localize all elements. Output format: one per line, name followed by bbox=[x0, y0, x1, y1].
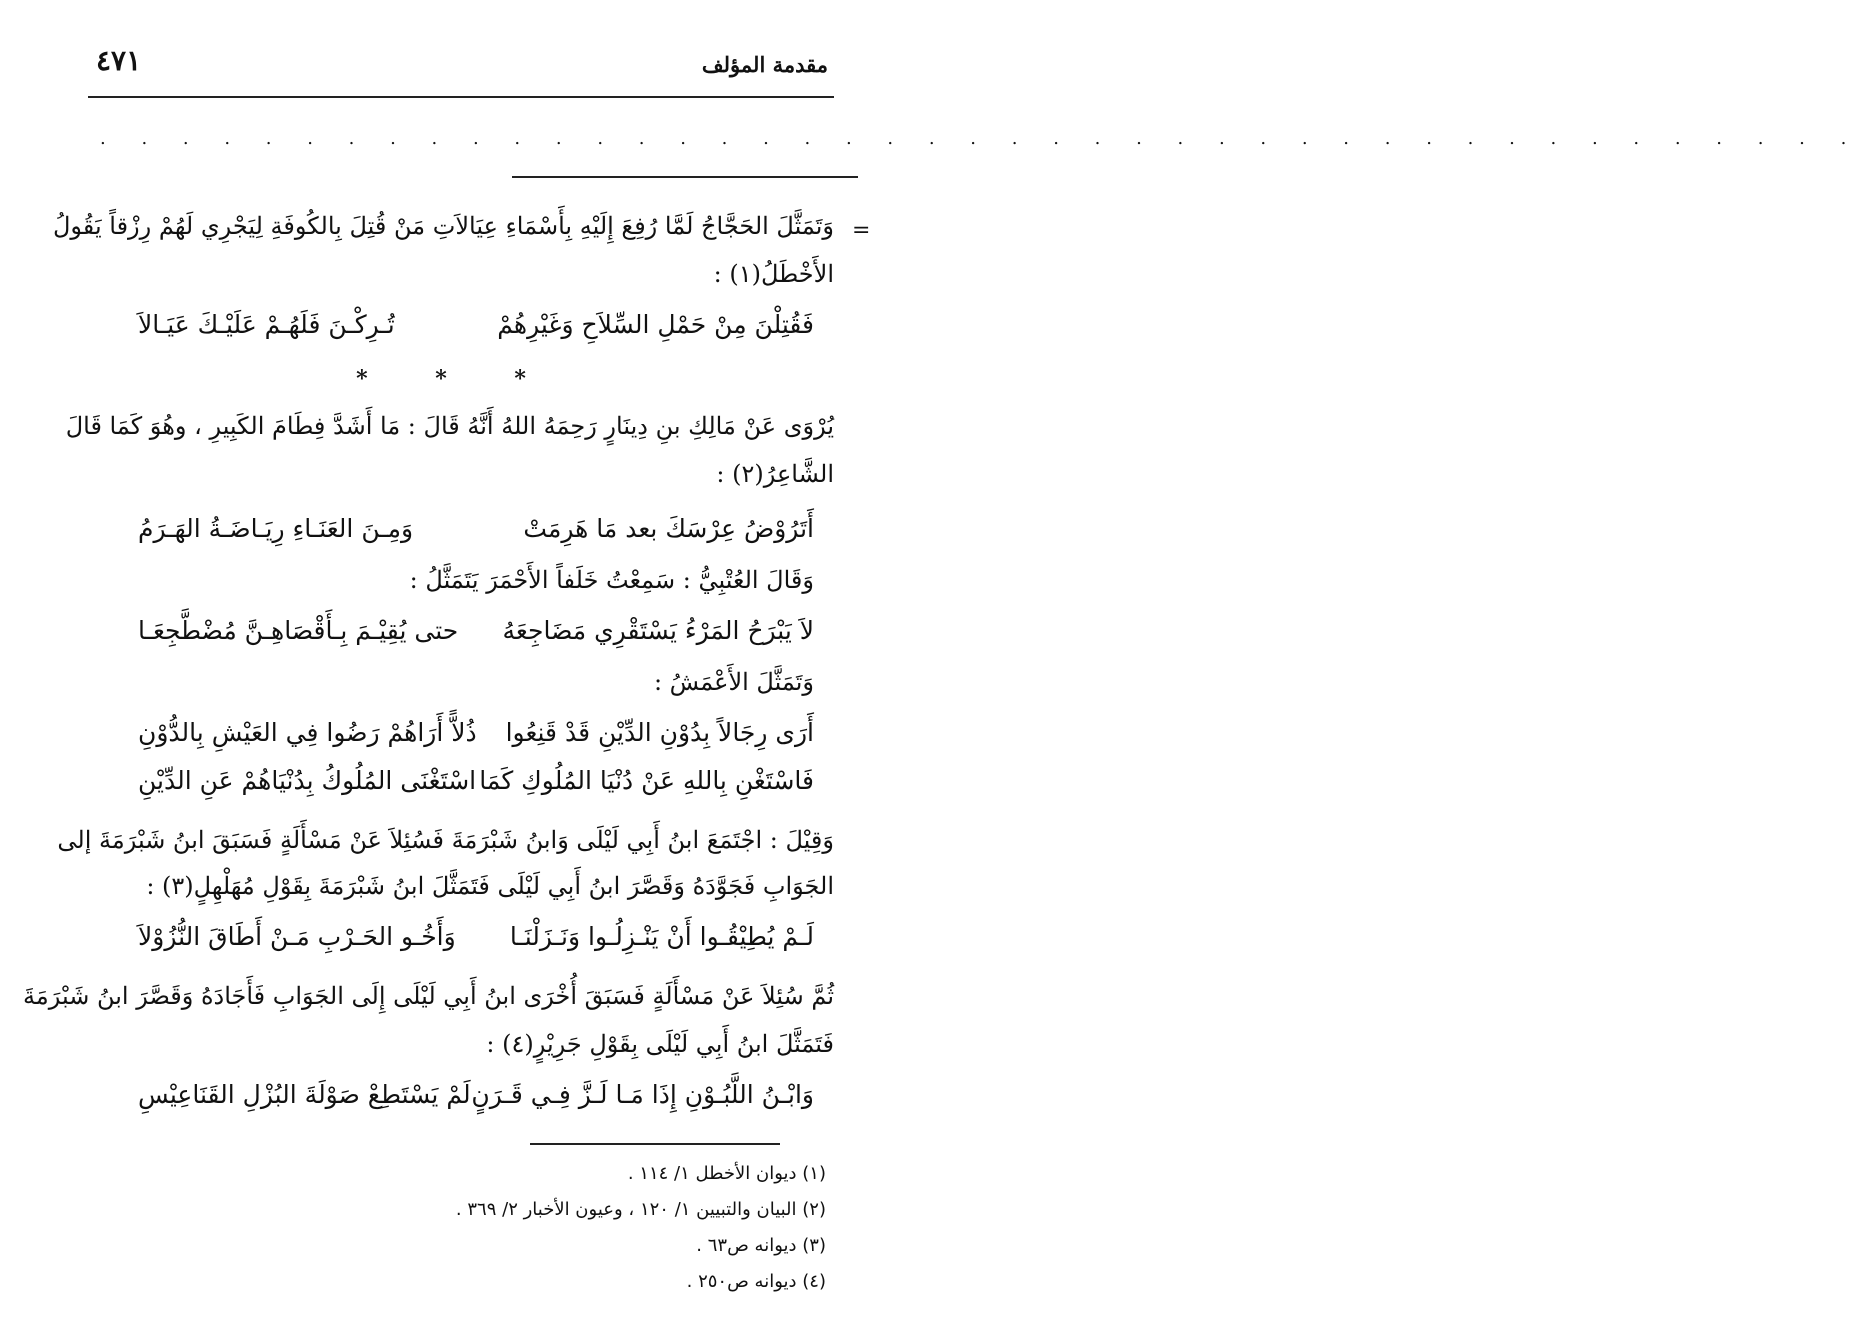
running-header-title: مقدمة المؤلف bbox=[701, 52, 828, 77]
verse-line bbox=[88, 922, 834, 962]
verse-first-hemistich: لاَ يَبْرَحُ المَرْءُ يَسْتَقْرِي مَضَاجِعَهُ bbox=[502, 616, 814, 645]
verse-second-hemistich: تُـرِكْـنَ فَلَهُـمْ عَلَيْـكَ عَيَـالاَ bbox=[138, 310, 395, 339]
section-divider-stars: * * * bbox=[356, 366, 556, 392]
verse-second-hemistich: اسْتَغْنَى المُلُوكُ بِدُنْيَاهُمْ عَنِ الدِّيْنِ bbox=[138, 766, 477, 795]
paragraph-line: وَقَالَ العُتْبِيُّ : سَمِعْتُ خَلَفاً الأَحْمَرَ يَتَمَثَّلُ : bbox=[409, 566, 814, 594]
verse-first-hemistich: أَتَرُوْضُ عِرْسَكَ بعد مَا هَرِمَتْ bbox=[523, 514, 814, 543]
footnote-continuation-rule bbox=[512, 176, 858, 178]
header-rule bbox=[88, 96, 834, 98]
verse-line bbox=[88, 1080, 834, 1120]
paragraph-line: فَتَمَثَّلَ ابنُ أَبِي لَيْلَى بِقَوْلِ جَرِيْرٍ(٤) : bbox=[486, 1030, 834, 1058]
verse-line bbox=[88, 616, 834, 656]
verse-line bbox=[88, 310, 834, 350]
paragraph-line: الجَوَابِ فَجَوَّدَهُ وَقَصَّرَ ابنُ أَبِي لَيْلَى فَتَمَثَّلَ ابنُ شَبْرَمَةَ بِقَوْلِ مُهَلْهِلٍ(٣) : bbox=[146, 872, 834, 900]
verse-line bbox=[88, 718, 834, 758]
footnote: (٣) ديوانه ص٦٣ . bbox=[696, 1235, 826, 1256]
paragraph-line: وَقِيْلَ : اجْتَمَعَ ابنُ أَبِي لَيْلَى وَابنُ شَبْرَمَةَ فَسُئِلاَ عَنْ مَسْأَلَةٍ فَسَبَقَ ابنُ شَبْرَمَةَ إلى bbox=[57, 826, 834, 854]
paragraph-line: ثُمَّ سُئِلاَ عَنْ مَسْأَلَةٍ فَسَبَقَ أُخْرَى ابنُ أَبِي لَيْلَى إِلَى الجَوَابِ فَأَجَادَهُ وَقَصَّرَ ابنُ شَبْرَمَةَ bbox=[23, 982, 834, 1010]
verse-first-hemistich: فَقُتِلْنَ مِنْ حَمْلِ السِّلاَحِ وَغَيْرِهُمْ bbox=[497, 310, 814, 339]
paragraph-line: الأَخْطَلُ(١) : bbox=[713, 260, 834, 288]
verse-second-hemistich: وَمِـنَ العَنَـاءِ رِيَـاضَـةُ الهَـرَمُ bbox=[138, 514, 414, 543]
verse-second-hemistich: ذُلاًّ أَرَاهُمْ رَضُوا فِي العَيْشِ بِالدُّوْنِ bbox=[138, 718, 477, 747]
footnote: (١) ديوان الأخطل ١/ ١١٤ . bbox=[627, 1163, 826, 1184]
footnote: (٢) البيان والتبيين ١/ ١٢٠ ، وعيون الأخبار ٢/ ٣٦٩ . bbox=[455, 1199, 826, 1220]
paragraph-line: وَتَمَثَّلَ الأَعْمَشُ : bbox=[653, 668, 814, 696]
paragraph-line: وَتَمَثَّلَ الحَجَّاجُ لَمَّا رُفِعَ إِلَيْهِ بِأَسْمَاءِ عِيَالاَتِ مَنْ قُتِلَ بِالكُوفَةِ لِيَجْرِي لَهُمْ رِزْقاً يَقُولُ bbox=[52, 212, 834, 240]
page-number: ٤٧١ bbox=[96, 44, 142, 77]
verse-second-hemistich: وَأَخُـو الحَـرْبِ مَـنْ أَطَاقَ النُّزُوْلاَ bbox=[138, 922, 456, 951]
verse-first-hemistich: وَابْـنُ اللَّبُـوْنِ إِذَا مَـا لَـزَّ فِـي قَـرَنٍ bbox=[471, 1080, 814, 1109]
verse-line bbox=[88, 514, 834, 554]
paragraph-line: الشَّاعِرُ(٢) : bbox=[716, 460, 834, 488]
verse-second-hemistich: حتى يُقِيْـمَ بِـأَقْصَاهِـنَّ مُضْطَّجِعَـا bbox=[138, 616, 459, 645]
footnote-rule bbox=[530, 1143, 780, 1145]
continuation-mark: = bbox=[852, 218, 871, 243]
verse-second-hemistich: لَمْ يَسْتَطِعْ صَوْلَةَ البُزْلِ القَنَاعِيْسِ bbox=[138, 1080, 471, 1109]
verse-first-hemistich: فَاسْتَغْنِ بِاللهِ عَنْ دُنْيَا المُلُوكِ كَمَا bbox=[479, 766, 814, 795]
verse-first-hemistich: أَرَى رِجَالاً بِدُوْنِ الدِّيْنِ قَدْ قَنِعُوا bbox=[505, 718, 814, 747]
footnote: (٤) ديوانه ص٢٥٠ . bbox=[686, 1271, 826, 1292]
paragraph-line: يُرْوَى عَنْ مَالِكِ بنِ دِينَارٍ رَحِمَهُ اللهُ أَنَّهُ قَالَ : مَا أَشَدَّ فِطَامَ الكَبِيرِ ، وهُوَ كَمَا قَالَ bbox=[65, 412, 834, 440]
verse-line bbox=[88, 766, 834, 806]
dotted-separator: . . . . . . . . . . . . . . . . . . . . . . . . . . . . . . . . . . . . . . . . . . . bbox=[100, 128, 1861, 149]
verse-first-hemistich: لَـمْ يُطِيْقُـوا أَنْ يَنْـزِلُـوا وَنَـزَلْنَـا bbox=[509, 922, 814, 951]
